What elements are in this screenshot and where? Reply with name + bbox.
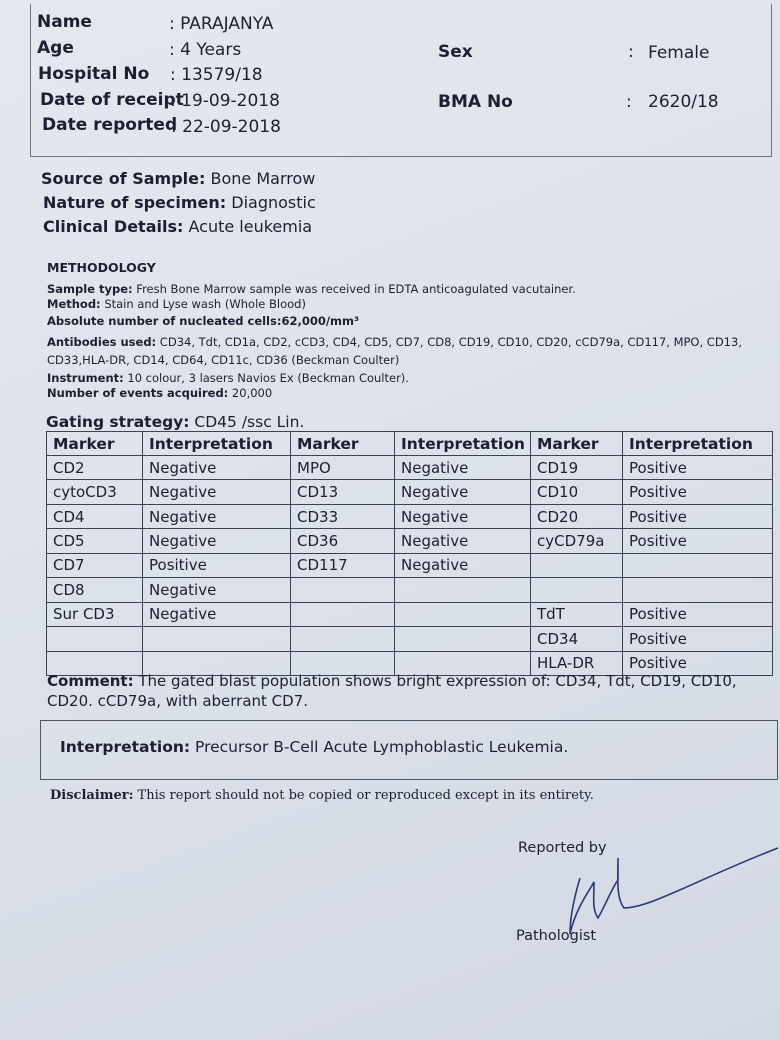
table-row (47, 529, 773, 553)
interpretation-cell: Negative (143, 456, 291, 480)
header-interpretation-3: Interpretation (623, 432, 773, 456)
table-body (47, 456, 773, 676)
hospital-no-label: Hospital No (38, 64, 150, 84)
age-label: Age (37, 38, 74, 58)
absolute-label: Absolute number of nucleated cells: (47, 314, 282, 328)
antibodies-line-2: CD33,HLA-DR, CD14, CD64, CD11c, CD36 (Beckman Coulter) (47, 353, 400, 367)
method-label: Method: (47, 297, 101, 311)
sample-type-line (47, 282, 576, 296)
interpretation-cell (143, 627, 291, 651)
source-label: Source of Sample: (41, 169, 206, 188)
marker-cell (291, 602, 395, 626)
table-row (47, 553, 773, 577)
absolute-cells-line (47, 314, 359, 328)
name-label: Name (37, 12, 92, 32)
interpretation-cell: Negative (143, 504, 291, 528)
events-line (47, 386, 272, 400)
marker-cell: CD117 (291, 553, 395, 577)
interpretation-cell: Negative (143, 578, 291, 602)
interpretation-cell: Positive (623, 456, 773, 480)
reported-by: Reported by (518, 840, 607, 856)
interpretation-cell (623, 578, 773, 602)
clinical-details (43, 217, 312, 236)
marker-cell: CD5 (47, 529, 143, 553)
marker-cell: CD19 (531, 456, 623, 480)
events-label: Number of events acquired: (47, 386, 229, 400)
interpretation-cell (395, 578, 531, 602)
marker-cell (531, 578, 623, 602)
interpretation-cell: Positive (143, 553, 291, 577)
clinical-label: Clinical Details: (43, 217, 184, 236)
method-line (47, 297, 306, 311)
interpretation-cell: Positive (623, 651, 773, 676)
table-row (47, 480, 773, 504)
date-receipt-value: : 19-09-2018 (170, 91, 280, 111)
date-reported-value: : 22-09-2018 (171, 117, 281, 137)
antibodies-line-1 (47, 335, 742, 349)
table-row (47, 602, 773, 626)
hospital-no-value: : 13579/18 (170, 65, 263, 85)
marker-cell: CD10 (531, 480, 623, 504)
date-receipt-label: Date of receipt (40, 90, 184, 110)
nature-of-specimen (43, 193, 316, 212)
marker-cell: CD36 (291, 529, 395, 553)
marker-cell (47, 627, 143, 651)
marker-cell: CD7 (47, 553, 143, 577)
interpretation (60, 738, 568, 756)
sex-colon: : (628, 42, 634, 62)
date-reported-label: Date reported (42, 115, 178, 135)
interpretation-cell (623, 553, 773, 577)
nature-label: Nature of specimen: (43, 193, 227, 212)
header-marker-3: Marker (531, 432, 623, 456)
antibodies-label: Antibodies used: (47, 335, 157, 349)
interpretation-cell (395, 602, 531, 626)
interpretation-cell: Negative (395, 456, 531, 480)
instrument-label: Instrument: (47, 371, 124, 385)
interpretation-cell: Positive (623, 627, 773, 651)
interpretation-cell (395, 627, 531, 651)
gating-value: CD45 /ssc Lin. (189, 413, 305, 431)
table-row (47, 578, 773, 602)
methodology-title: METHODOLOGY (47, 260, 156, 275)
marker-cell: cytoCD3 (47, 480, 143, 504)
comment (47, 671, 772, 711)
name-value: : PARAJANYA (169, 14, 274, 34)
interpretation-cell: Negative (395, 504, 531, 528)
bma-no-value: 2620/18 (648, 92, 719, 112)
interpretation-cell: Positive (623, 480, 773, 504)
marker-cell: HLA-DR (531, 651, 623, 676)
interpretation-cell: Negative (143, 602, 291, 626)
marker-cell (291, 578, 395, 602)
table-header-row (47, 432, 773, 456)
sex-value: Female (648, 43, 710, 63)
absolute-value: 62,000/mm³ (281, 314, 360, 328)
disclaimer-label: Disclaimer: (50, 788, 134, 803)
age-value: : 4 Years (169, 40, 242, 60)
interpretation-cell: Positive (623, 602, 773, 626)
disclaimer (50, 788, 594, 803)
marker-cell (531, 553, 623, 577)
marker-cell: cyCD79a (531, 529, 623, 553)
source-of-sample (41, 169, 315, 188)
marker-cell: CD34 (531, 627, 623, 651)
marker-cell: CD33 (291, 504, 395, 528)
comment-label: Comment: (47, 672, 134, 690)
table-row (47, 456, 773, 480)
interpretation-cell: Negative (395, 553, 531, 577)
marker-cell: CD13 (291, 480, 395, 504)
header-interpretation-1: Interpretation (143, 432, 291, 456)
bma-colon: : (626, 92, 632, 112)
sample-type-label: Sample type: (47, 282, 133, 296)
header-marker-2: Marker (291, 432, 395, 456)
interpretation-cell: Negative (143, 529, 291, 553)
sample-type-value: Fresh Bone Marrow sample was received in EDTA anticoagulated vacutainer. (132, 282, 576, 296)
method-value: Stain and Lyse wash (Whole Blood) (100, 297, 306, 311)
nature-value: Diagnostic (226, 193, 316, 212)
table-row (47, 504, 773, 528)
comment-value: The gated blast population shows bright expression of: CD34, Tdt, CD19, CD10, CD20. cCD79a, with aberrant CD7. (47, 672, 737, 710)
interpretation-cell: Positive (623, 529, 773, 553)
antibodies-value-1: CD34, Tdt, CD1a, CD2, cCD3, CD4, CD5, CD7, CD8, CD19, CD10, CD20, cCD79a, CD117, MPO, CD13, (156, 335, 742, 349)
header-marker-1: Marker (47, 432, 143, 456)
interpretation-label: Interpretation: (60, 738, 191, 756)
instrument-line (47, 371, 409, 385)
interpretation-cell: Negative (395, 480, 531, 504)
interpretation-cell: Positive (623, 504, 773, 528)
header-interpretation-2: Interpretation (395, 432, 531, 456)
gating-label: Gating strategy: (46, 413, 190, 431)
marker-cell: CD2 (47, 456, 143, 480)
events-value: 20,000 (228, 386, 273, 400)
marker-cell: CD4 (47, 504, 143, 528)
marker-cell: CD8 (47, 578, 143, 602)
pathologist-label: Pathologist (516, 928, 597, 944)
marker-cell: CD20 (531, 504, 623, 528)
gating-strategy (46, 413, 304, 431)
sex-label: Sex (438, 42, 473, 62)
marker-cell: MPO (291, 456, 395, 480)
interpretation-cell: Negative (143, 480, 291, 504)
interpretation-cell: Negative (395, 529, 531, 553)
marker-table (46, 431, 773, 676)
marker-cell: TdT (531, 602, 623, 626)
table-row (47, 627, 773, 651)
interpretation-value: Precursor B-Cell Acute Lymphoblastic Leukemia. (190, 738, 569, 756)
bma-no-label: BMA No (438, 92, 513, 112)
disclaimer-value: This report should not be copied or reproduced except in its entirety. (133, 788, 594, 803)
signature-mark (560, 838, 780, 938)
clinical-value: Acute leukemia (183, 217, 313, 236)
instrument-value: 10 colour, 3 lasers Navios Ex (Beckman Coulter). (123, 371, 409, 385)
source-value: Bone Marrow (205, 169, 316, 188)
marker-cell (291, 627, 395, 651)
marker-cell: Sur CD3 (47, 602, 143, 626)
